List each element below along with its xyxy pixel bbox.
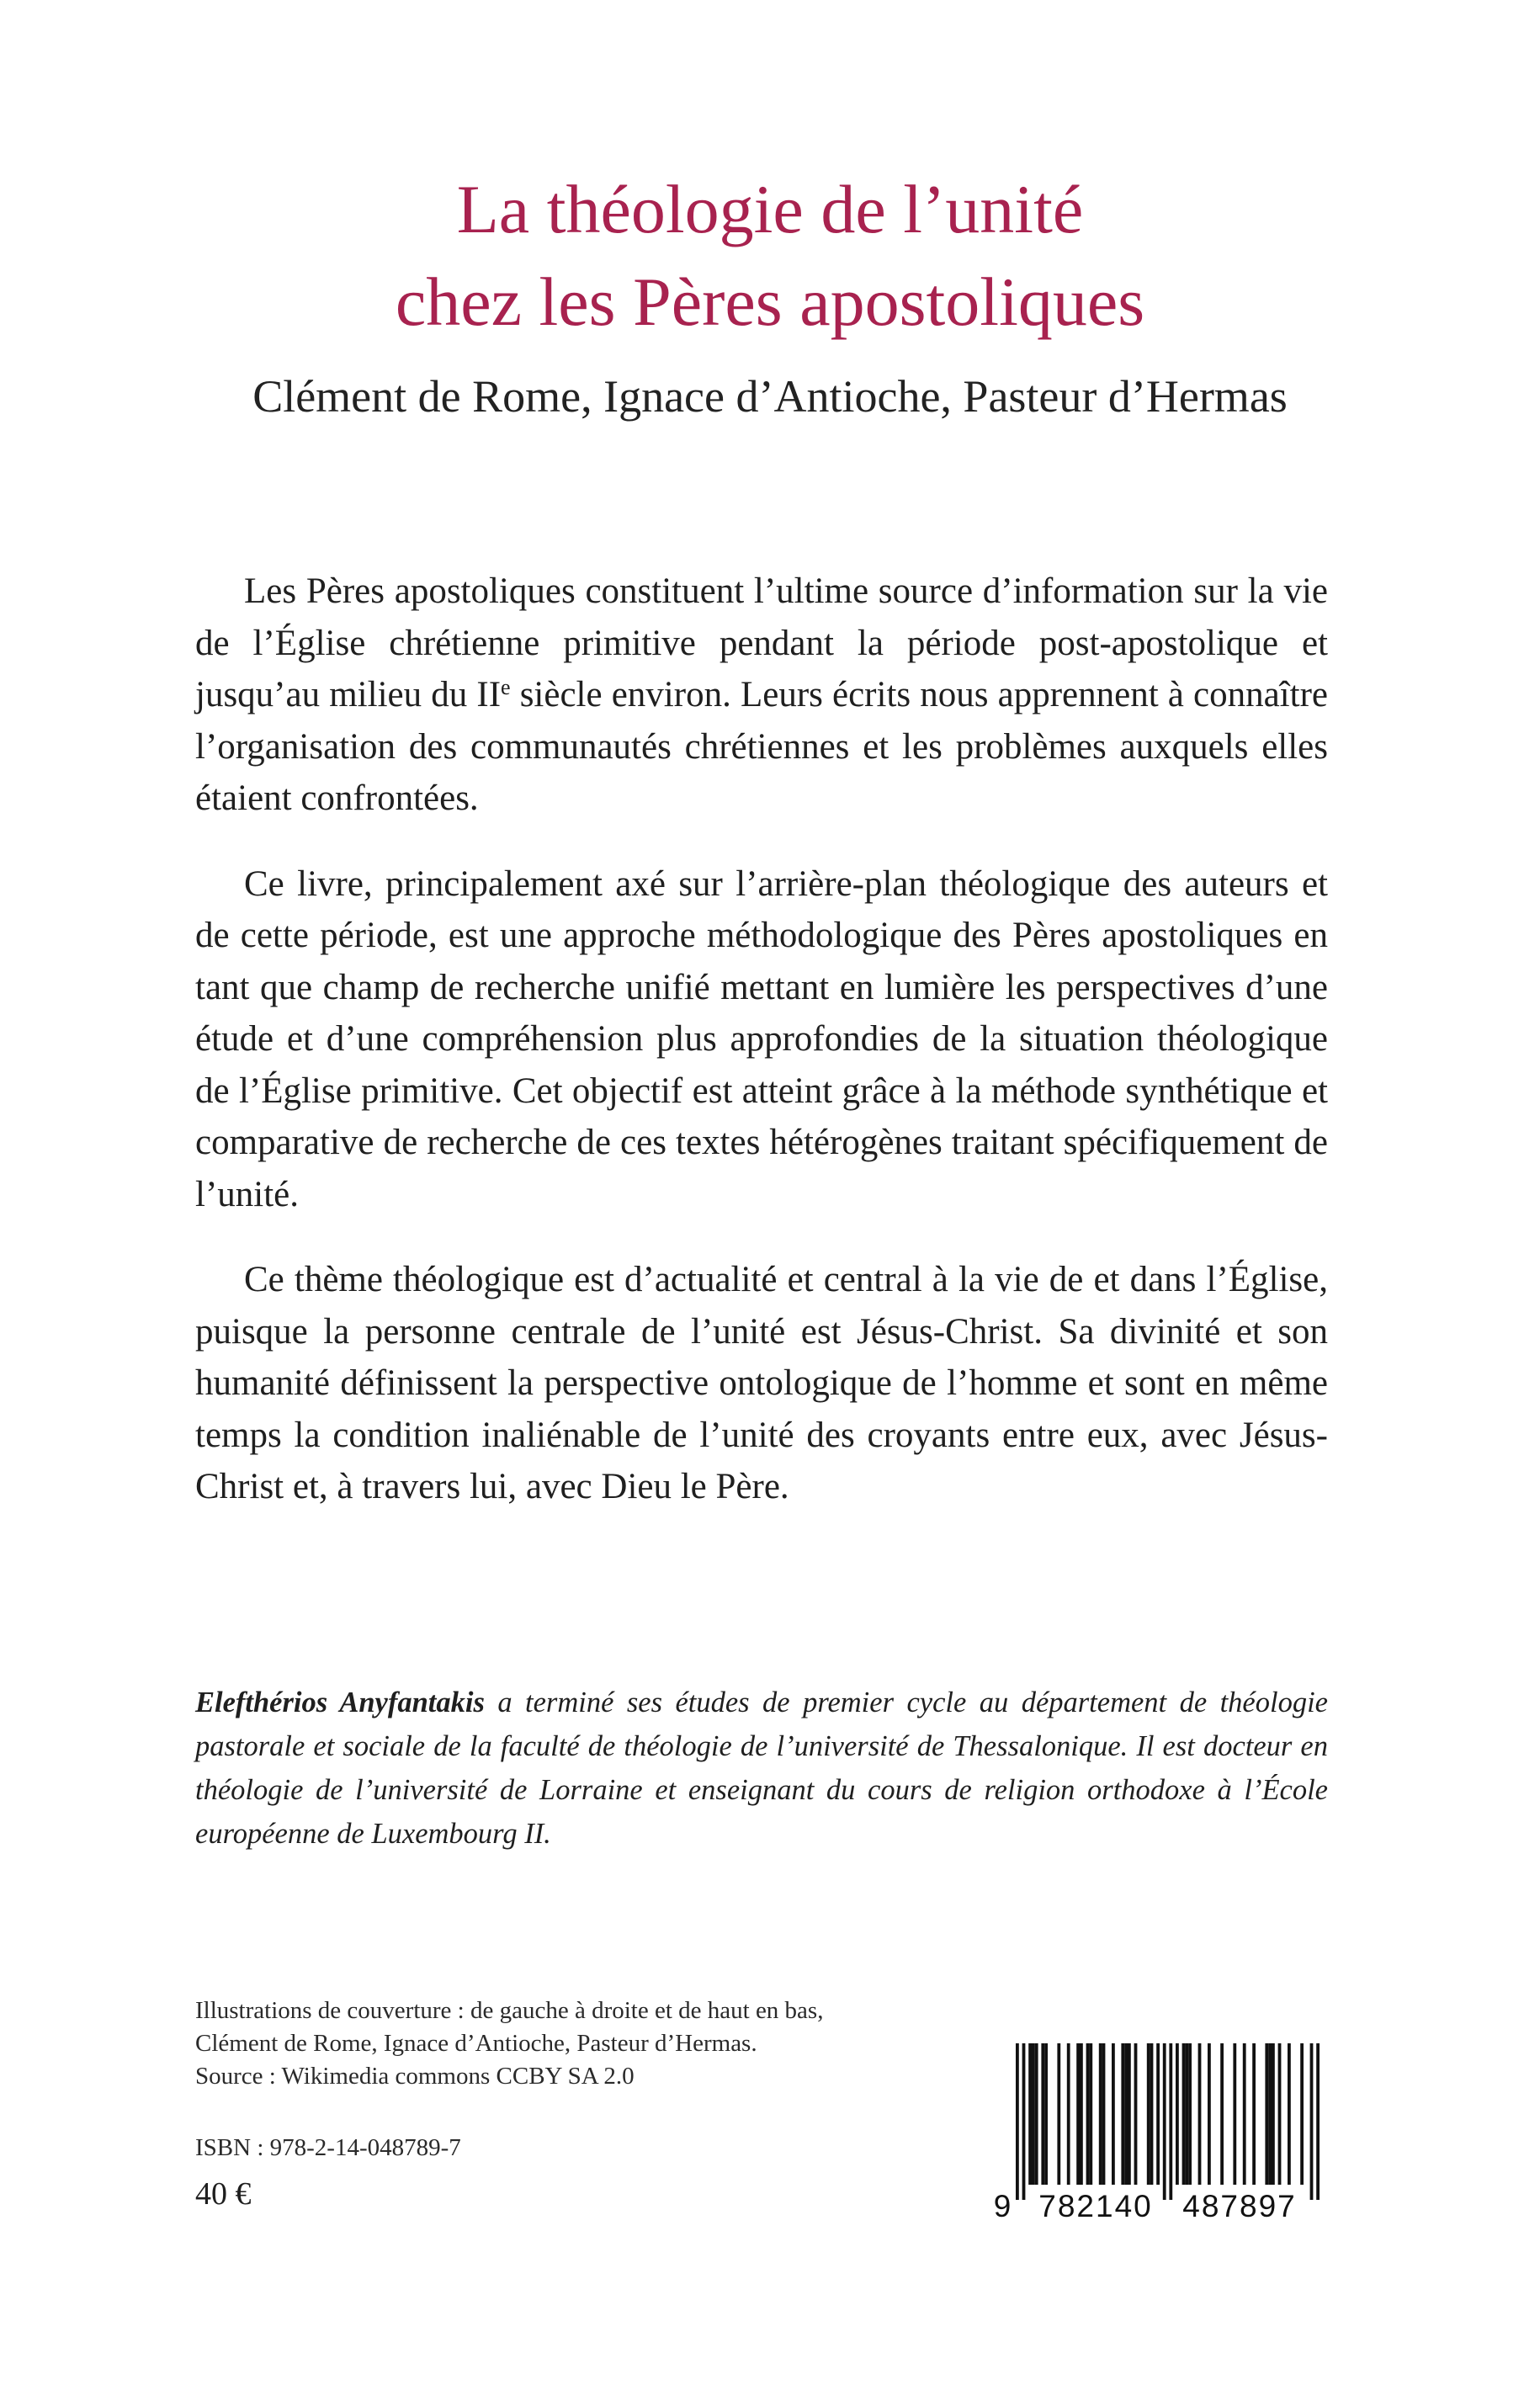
barcode-bar: [1112, 2043, 1115, 2185]
barcode-bar: [1176, 2043, 1179, 2185]
credits-line-1: Illustrations de couverture : de gauche à droite et de haut en bas,: [195, 1997, 824, 2024]
barcode-bar: [1086, 2043, 1090, 2185]
barcode-bar: [1243, 2043, 1246, 2185]
book-subtitle: Clément de Rome, Ignace d’Antioche, Pasteur d’Hermas: [252, 371, 1288, 422]
price-label: 40 €: [195, 2176, 252, 2212]
summary-paragraph-3: Ce thème théologique est d’actualité et central à la vie de et dans l’Église, puisque la personne centrale de l’unité est Jésus-Christ. Sa divinité et son humanité définissent la perspective ontologique de l’homme et sont en même temps la condition inaliénable de l’unité des croyants entre eux, avec Jésus-Christ et, à travers lui, avec Dieu le Père.: [195, 1260, 1328, 1506]
barcode-bar: [1278, 2043, 1282, 2185]
barcode-bar: [1163, 2043, 1166, 2200]
barcode-first-digit: 9: [993, 2189, 1012, 2223]
barcode-bar: [1032, 2043, 1035, 2185]
barcode-bar: [1057, 2043, 1060, 2185]
barcode-bar: [1208, 2043, 1211, 2185]
barcode-right-digits: 487897: [1182, 2189, 1297, 2223]
barcode-bar: [1102, 2043, 1106, 2185]
author-biography: [195, 1681, 1328, 1856]
back-cover-summary: [195, 566, 1328, 1547]
barcode-bar: [1252, 2043, 1256, 2185]
author-bio-text: a terminé ses études de premier cycle au département de théologie pastorale et sociale de la faculté de théologie de l’université de Thessalonique. Il est docteur en théologie de l’université de Lorraine et enseignant du cours de religion orthodoxe à l’École européenne de Luxembourg II.: [195, 1686, 1328, 1850]
summary-paragraph-2: Ce livre, principalement axé sur l’arrière-plan théologique des auteurs et de cette période, est une approche méthodologique des Pères apostoliques en tant que champ de recherche unifié mettant en lumière les perspectives d’une étude et d’une compréhension plus approfondies de la situation théologique de l’Église primitive. Cet objectif est atteint grâce à la méthode synthétique et comparative de recherche de ces textes hétérogènes traitant spécifiquement de l’unité.: [195, 863, 1328, 1214]
barcode-bar: [1265, 2043, 1268, 2185]
barcode-bar: [1076, 2043, 1080, 2185]
century-superscript: e: [501, 675, 511, 699]
book-title-line-2: chez les Pères apostoliques: [395, 263, 1145, 340]
barcode-bar: [1220, 2043, 1224, 2185]
barcode-bar: [1185, 2043, 1188, 2185]
barcode-bar: [1233, 2043, 1236, 2185]
barcode-bar: [1316, 2043, 1320, 2200]
book-title-line-1: La théologie de l’unité: [456, 171, 1084, 247]
credits-line-2: Clément de Rome, Ignace d’Antioche, Pasteur d’Hermas.: [195, 2030, 757, 2057]
barcode-bar: [1150, 2043, 1154, 2185]
illustration-credits: [195, 1995, 823, 2093]
author-name: Elefthérios Anyfantakis: [195, 1686, 485, 1718]
barcode-bar: [1156, 2043, 1160, 2185]
barcode-bar: [1134, 2043, 1138, 2185]
barcode-bar: [1288, 2043, 1291, 2185]
barcode-bar: [1099, 2043, 1102, 2185]
barcode-bar: [1147, 2043, 1150, 2185]
barcode-bar: [1198, 2043, 1202, 2185]
barcode-bar: [1089, 2043, 1092, 2185]
barcode-bar: [1121, 2043, 1124, 2185]
barcode-bar: [1272, 2043, 1275, 2185]
barcode-graphic: [990, 2042, 1329, 2223]
barcode-bar: [1067, 2043, 1070, 2185]
summary-paragraph-1-text: Les Pères apostoliques constituent l’ultime source d’information sur la vie de l’Église chrétienne primitive pendant la période post-apostolique et jusqu’au milieu du II: [195, 571, 1328, 714]
summary-paragraph-1: [195, 566, 1328, 825]
barcode-bar: [1016, 2043, 1019, 2200]
barcode-bar: [1182, 2043, 1186, 2185]
barcode-bar: [1188, 2043, 1192, 2185]
barcode-bar: [1022, 2043, 1026, 2200]
barcode-bar: [1268, 2043, 1272, 2185]
barcode-bar: [1035, 2043, 1038, 2185]
barcode-bar: [1044, 2043, 1048, 2185]
summary-paragraph-1-text-end: siècle environ. Leurs écrits nous apprennent à connaître l’organisation des communautés chrétiennes et les problèmes auxquels elles étaient confrontées.: [195, 675, 1328, 818]
credits-line-3: Source : Wikimedia commons CCBY SA 2.0: [195, 2063, 635, 2090]
barcode-bar: [1080, 2043, 1083, 2185]
barcode-bar: [1169, 2043, 1172, 2200]
barcode-left-digits: 782140: [1038, 2189, 1153, 2223]
barcode-bar: [1128, 2043, 1131, 2185]
barcode-bar: [1041, 2043, 1044, 2185]
barcode-bar: [1028, 2043, 1032, 2185]
barcode-bar: [1310, 2043, 1314, 2200]
barcode-bar: [1300, 2043, 1304, 2185]
barcode-bar: [1124, 2043, 1128, 2185]
isbn-number: ISBN : 978-2-14-048789-7: [195, 2134, 461, 2161]
isbn-barcode: [990, 2042, 1329, 2223]
